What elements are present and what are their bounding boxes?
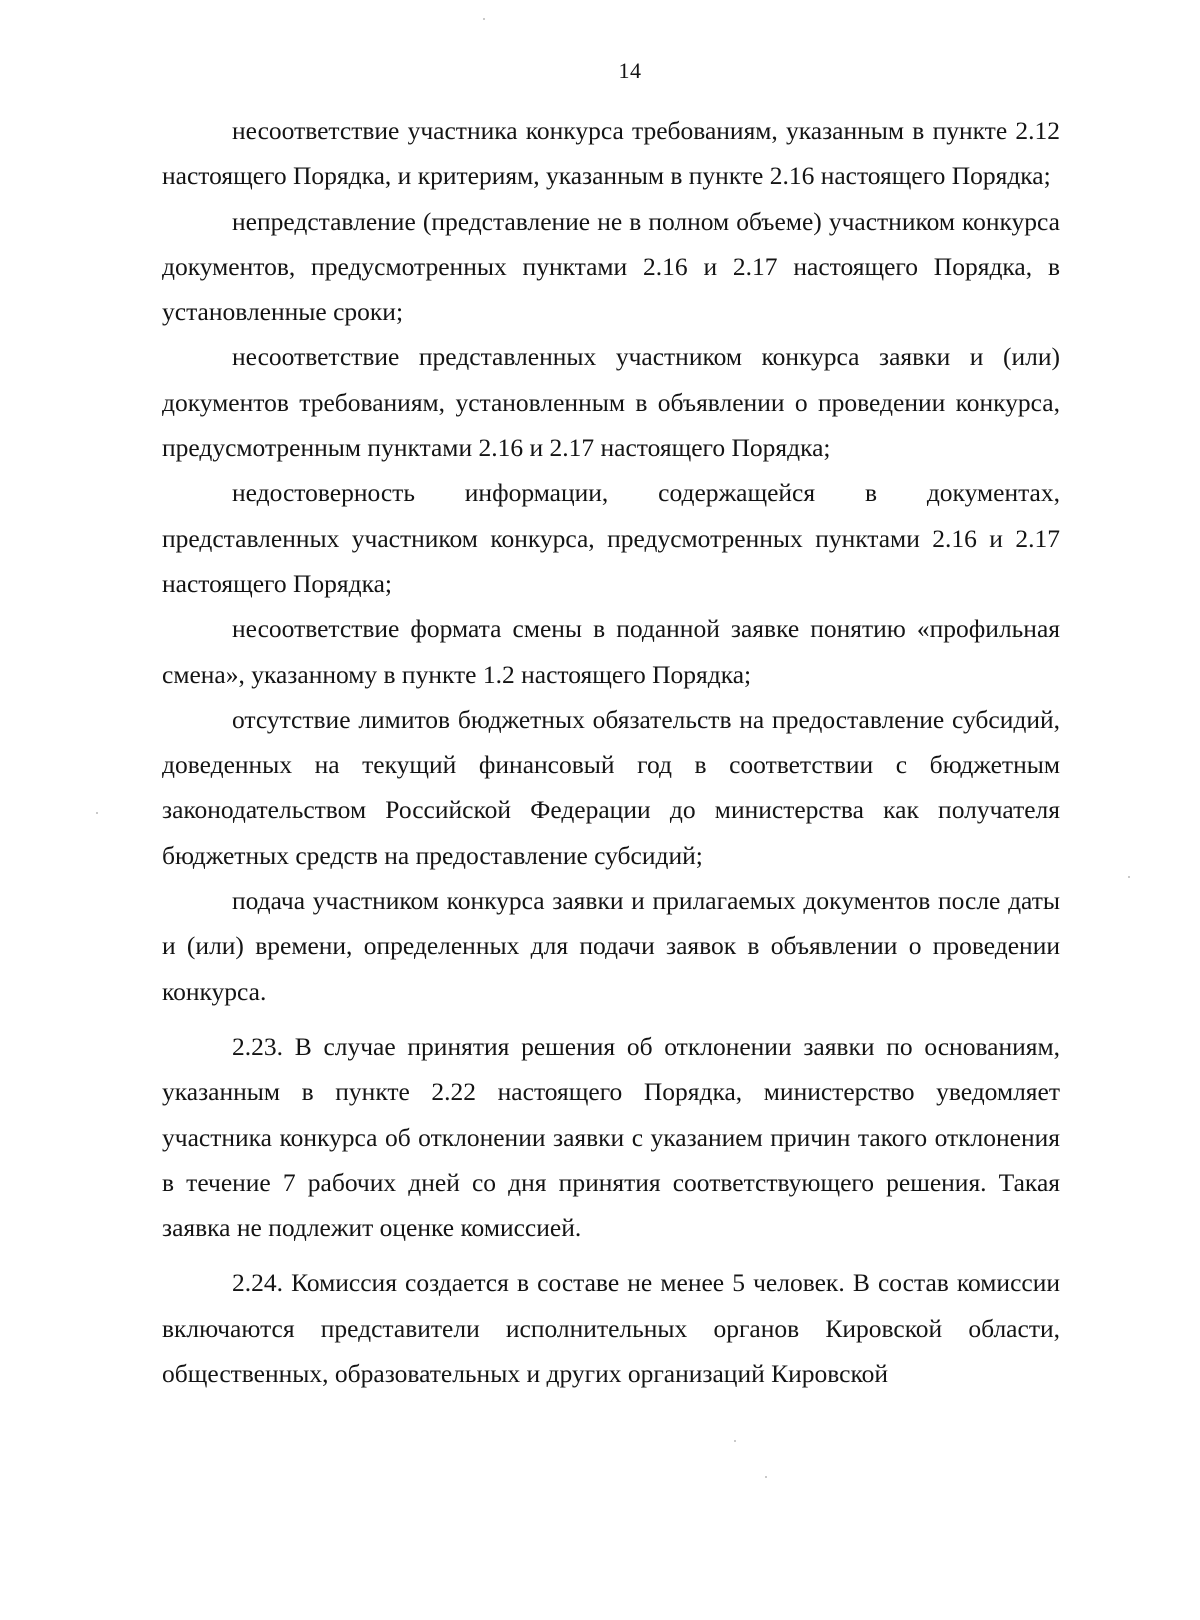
page-number: 14 bbox=[618, 58, 642, 83]
scan-speck bbox=[1128, 876, 1130, 878]
paragraph-unreliable-information: недостоверность информации, содержащейся в документах, представленных участником конкурса, предусмотренных пунктами 2.16 и 2.17 настоящего Порядка; bbox=[162, 478, 1060, 598]
scan-speck bbox=[734, 1440, 736, 1442]
paragraph-incomplete-documents: непредставление (представление не в полном объеме) участником конкурса документов, предусмотренных пунктами 2.16 и 2.17 настоящего Порядка, в установленные сроки; bbox=[162, 206, 1060, 327]
paragraph-budget-limits: отсутствие лимитов бюджетных обязательств на предоставление субсидий, доведенных на текущий финансовый год в соответствии с бюджетным законодательством Российской Федерации до министерства как получателя бюджетных средств на предоставление субсидий; bbox=[162, 704, 1060, 870]
scan-speck bbox=[483, 18, 485, 20]
paragraph-application-noncompliance: несоответствие представленных участником конкурса заявки и (или) документов требованиям, установленным в объявлении о проведении конкурса, предусмотренным пунктами 2.16 и 2.17 настоящего Порядка; bbox=[162, 342, 1060, 463]
paragraph-late-submission: подача участником конкурса заявки и прилагаемых документов после даты и (или) времени, определенных для подачи заявок в объявлении о проведении конкурса. bbox=[162, 886, 1060, 1006]
paragraph-shift-format: несоответствие формата смены в поданной заявке понятию «профильная смена», указанному в пункте 1.2 настоящего Порядка; bbox=[162, 614, 1060, 689]
scan-speck bbox=[765, 1476, 767, 1478]
paragraph-2-23: 2.23. В случае принятия решения об отклонении заявки по основаниям, указанным в пункте 2.22 настоящего Порядка, министерство уведомляет участника конкурса об отклонении заявки с указанием причин такого отклонения в течение 7 рабочих дней со дня принятия соответствующего решения. Такая заявка не подлежит оценке комиссией. bbox=[162, 1031, 1060, 1243]
paragraph-2-24: 2.24. Комиссия создается в составе не менее 5 человек. В состав комиссии включаются представители исполнительных органов Кировской области, общественных, образовательных и других организаций Кировской bbox=[162, 1268, 1060, 1389]
document-body bbox=[162, 108, 1060, 1396]
paragraph-noncompliance-requirements: несоответствие участника конкурса требованиям, указанным в пункте 2.12 настоящего Порядка, и критериям, указанным в пункте 2.16 настоящего Порядка; bbox=[162, 116, 1060, 191]
scan-speck bbox=[96, 812, 98, 814]
